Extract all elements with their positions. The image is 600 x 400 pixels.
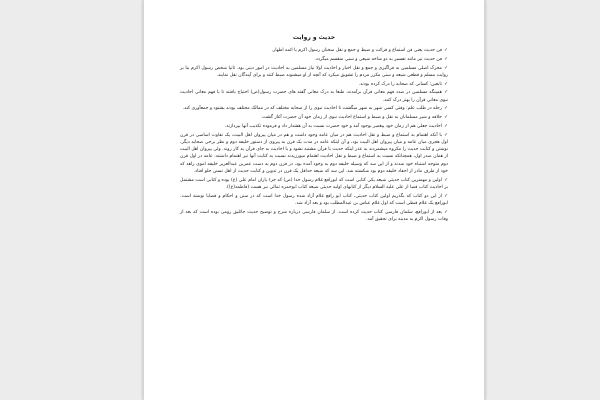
check-mark-bullet-icon: ✓ — [444, 81, 448, 87]
paragraph-text: فن حدیث یعنی فن استماع و قرائت و ضبط و جمع و نقل سخنان رسول اکرم یا ائمه اطهار. — [271, 48, 442, 53]
paragraph-text: فن حدیث نیز مانند تفسیر به دو شاخه شیعی و سنی منقسم میگردد. — [314, 56, 442, 62]
document-page — [143, 0, 485, 400]
check-mark-bullet-icon: ✓ — [444, 56, 448, 62]
paragraph-text: خلافه و شیر مسلمانان به نقل و ضبط و استماع احادیث نبوی از زمان خود آن حضرت آغاز گشت. — [260, 115, 442, 121]
list-item — [180, 81, 448, 88]
check-mark-bullet-icon: ✓ — [444, 90, 448, 96]
list-item — [180, 132, 448, 175]
list-item — [180, 193, 448, 207]
paragraph-text: از این دو کتاب که بگذریم اولین کتاب حدیثی، کتاب ابو رافع غلام آزاد شده رسول خدا است که در سنن و احکام و قضایا نوشته است. ابورافع یک غلام قبطی است که اول غلام عباس بن عبدالمطلب بود و بعد آزاد شد. — [180, 193, 448, 206]
page-title: حدیث و روایت — [292, 34, 336, 41]
check-mark-bullet-icon: ✓ — [444, 115, 448, 121]
check-mark-bullet-icon: ✓ — [444, 209, 448, 215]
list-item — [180, 123, 448, 130]
list-item — [180, 56, 448, 63]
paragraph-text: رحله در طلب علم: وقتی کسی شهر به شهر میگشت تا احادیث نبوی را از صحابه مختلف که در ممالک مختلف بودند بشنود و جمعآوری کند. — [182, 106, 442, 112]
list-item — [180, 209, 448, 223]
check-mark-bullet-icon: ✓ — [444, 132, 448, 138]
list-item — [180, 47, 448, 54]
paragraph-text: همینگه مسلمین در صدد فهم معانی قرآن برآمدند، طبعا به درک معانی گفته های حضرت رسول(ص) احتیاج یافتند تا با فهم معانی احادیث نبوی معانی قرآن را بهتر درک کنند. — [180, 90, 448, 103]
check-mark-bullet-icon: ✓ — [444, 123, 448, 129]
list-item — [180, 105, 448, 112]
list-item — [180, 177, 448, 191]
check-mark-bullet-icon: ✓ — [444, 106, 448, 112]
list-item — [180, 65, 448, 79]
list-item — [180, 114, 448, 121]
paragraph-text: احادیث جعلی هم از زمان خود پیغمبر بوجود آمد و خود حضرت نسبت به آن هشدار داد و فرموده تکذیب آنها بپردازند. — [224, 123, 442, 129]
page-content — [180, 34, 448, 225]
paragraph-text: بعد از ابورافع، سلمان فارسی کتاب حدیث کرده است. از سلمان فارسی درباره شرح و توضیح حدیث جاثلیق رومی بوده است که بعد از وفات رسول اکرم به مدینه برای تحقیق آمد. — [180, 209, 448, 222]
paragraph-text: تابعین: کسانی که صحابه را درک کرده بودند. — [358, 81, 442, 87]
paragraph-text: محرک اصلی مسلمین به فراگیری و جمع و نقل اخبار و احادیث اولا نیاز مسلمین به احادیث در امور دینی بود. ثانیا شخص رسول اکرم بنا بر روایت مسلم و قطعی شیعه و سنی مکرر مردم را تشویق میکرد که آنچه از او میشنوند ضبط کنند و برای آیندگان نقل نمایند. — [180, 65, 448, 78]
paragraph-text: اولین و مهمترین کتاب حدیثی شیعه یکی کتابی است که ابورافع غلام رسول خدا (ص) که جزء یاران امام علی (ع) بوده و کتابی است مشتمل بر احادیث کتاب قضا از علی علیه السلام دیگر از کتابهای اولیه حدیثی شیعه کتاب ابوحمزه ثمالی نیز هست (فاطمه(ع)). — [180, 177, 448, 190]
check-mark-bullet-icon: ✓ — [444, 48, 448, 53]
paragraph-text: با آنکه اهتمام به استماع و ضبط و نقل احادیث هم در میان عامه وجود داشت و هم در میان پیروان اهل البیت، یک تفاوت اساسی در قرن اول هجری میان عامه و میان پیروان اهل البیت بود، و آن اینکه عامه در مدت یک قرن به پیروی از دستور خلیفه دوم و نظر برخی صحابه دیگر، نوشتن و کتابت حدیث را مکروه میشمردند به عذر اینکه حدیث با قرآن مشتبه نشود و یا احادیث به جای قرآن به کار روند. ولی پیروان اهل البیت از همان صدر اول، همچنانکه نسبت به استماع و ضبط و نقل احادیث اهتمام میورزیدند نسبت به کتابت آنها نیز اهتمام داشتند. عامه در اول قرن دوم متوجه اشتباه خود شدند و از این سد که وسیله خلیفه دوم به وجود آمده بود، در قرن دوم به دست عمربن عبدالعزیز خلیفه اموی زاهد که خود از طرف مادر از احفاد خلیفه دوم بود شکسته شد. این سد که شیعه حداقل یک قرن در تدوین و کتابت حدیث از اهل تسنن جلو افتاد. — [180, 132, 448, 174]
check-mark-bullet-icon: ✓ — [444, 65, 448, 71]
list-item — [180, 89, 448, 103]
check-mark-bullet-icon: ✓ — [444, 193, 448, 199]
check-mark-bullet-icon: ✓ — [444, 177, 448, 183]
